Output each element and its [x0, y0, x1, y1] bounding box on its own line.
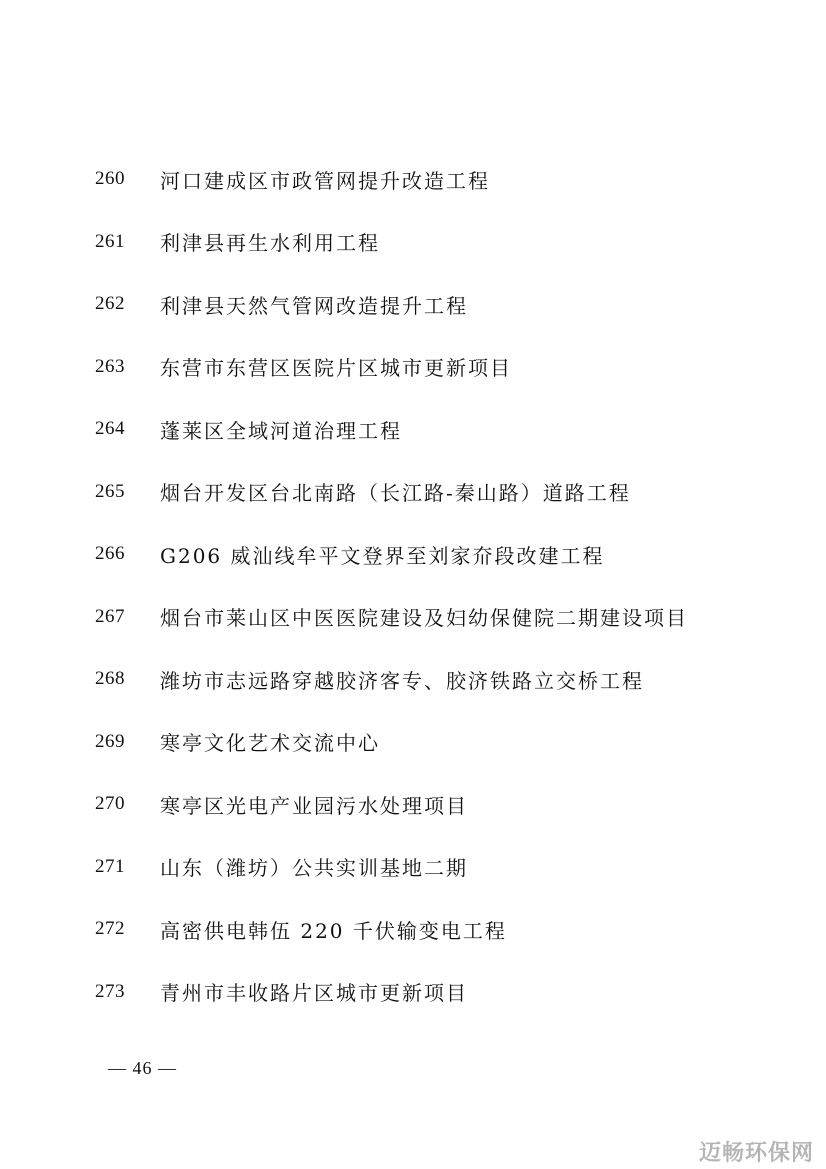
list-item [95, 461, 795, 524]
page-number: — 46 — [108, 1058, 177, 1078]
list-item [95, 211, 795, 274]
item-title: 蓬莱区全域河道治理工程 [160, 418, 402, 443]
item-title: 利津县再生水利用工程 [160, 231, 380, 256]
item-title: 高密供电韩伍 220 千伏输变电工程 [160, 918, 507, 943]
list-item [95, 586, 795, 649]
item-title: G206 威汕线牟平文登界至刘家夼段改建工程 [160, 543, 605, 568]
item-title: 寒亭区光电产业园污水处理项目 [160, 793, 468, 818]
item-title: 东营市东营区医院片区城市更新项目 [160, 356, 512, 381]
item-number: 269 [95, 730, 125, 752]
item-title: 青州市丰收路片区城市更新项目 [160, 981, 468, 1006]
list-item [95, 273, 795, 336]
list-item [95, 336, 795, 399]
item-number: 262 [95, 293, 125, 315]
item-number: 271 [95, 855, 125, 877]
watermark: 迈畅环保网 [698, 1141, 814, 1166]
item-title: 山东（潍坊）公共实训基地二期 [160, 856, 468, 881]
list-item [95, 148, 795, 211]
item-number: 270 [95, 793, 125, 815]
list-item [95, 961, 795, 1024]
list-item [95, 398, 795, 461]
item-number: 261 [95, 230, 125, 252]
item-number: 265 [95, 480, 125, 502]
list-item [95, 711, 795, 774]
item-title: 烟台市莱山区中医医院建设及妇幼保健院二期建设项目 [160, 606, 688, 631]
item-title: 利津县天然气管网改造提升工程 [160, 293, 468, 318]
item-number: 266 [95, 543, 125, 565]
item-number: 268 [95, 668, 125, 690]
item-title: 寒亭文化艺术交流中心 [160, 731, 380, 756]
item-title: 河口建成区市政管网提升改造工程 [160, 168, 490, 193]
list-item [95, 523, 795, 586]
list-item [95, 836, 795, 899]
item-number: 264 [95, 418, 125, 440]
item-title: 潍坊市志远路穿越胶济客专、胶济铁路立交桥工程 [160, 668, 644, 693]
list-item [95, 898, 795, 961]
item-title: 烟台开发区台北南路（长江路-秦山路）道路工程 [160, 481, 631, 506]
project-list [95, 148, 795, 1023]
item-number: 260 [95, 168, 125, 190]
item-number: 272 [95, 918, 125, 940]
item-number: 263 [95, 355, 125, 377]
list-item [95, 773, 795, 836]
list-item [95, 648, 795, 711]
item-number: 273 [95, 980, 125, 1002]
item-number: 267 [95, 605, 125, 627]
